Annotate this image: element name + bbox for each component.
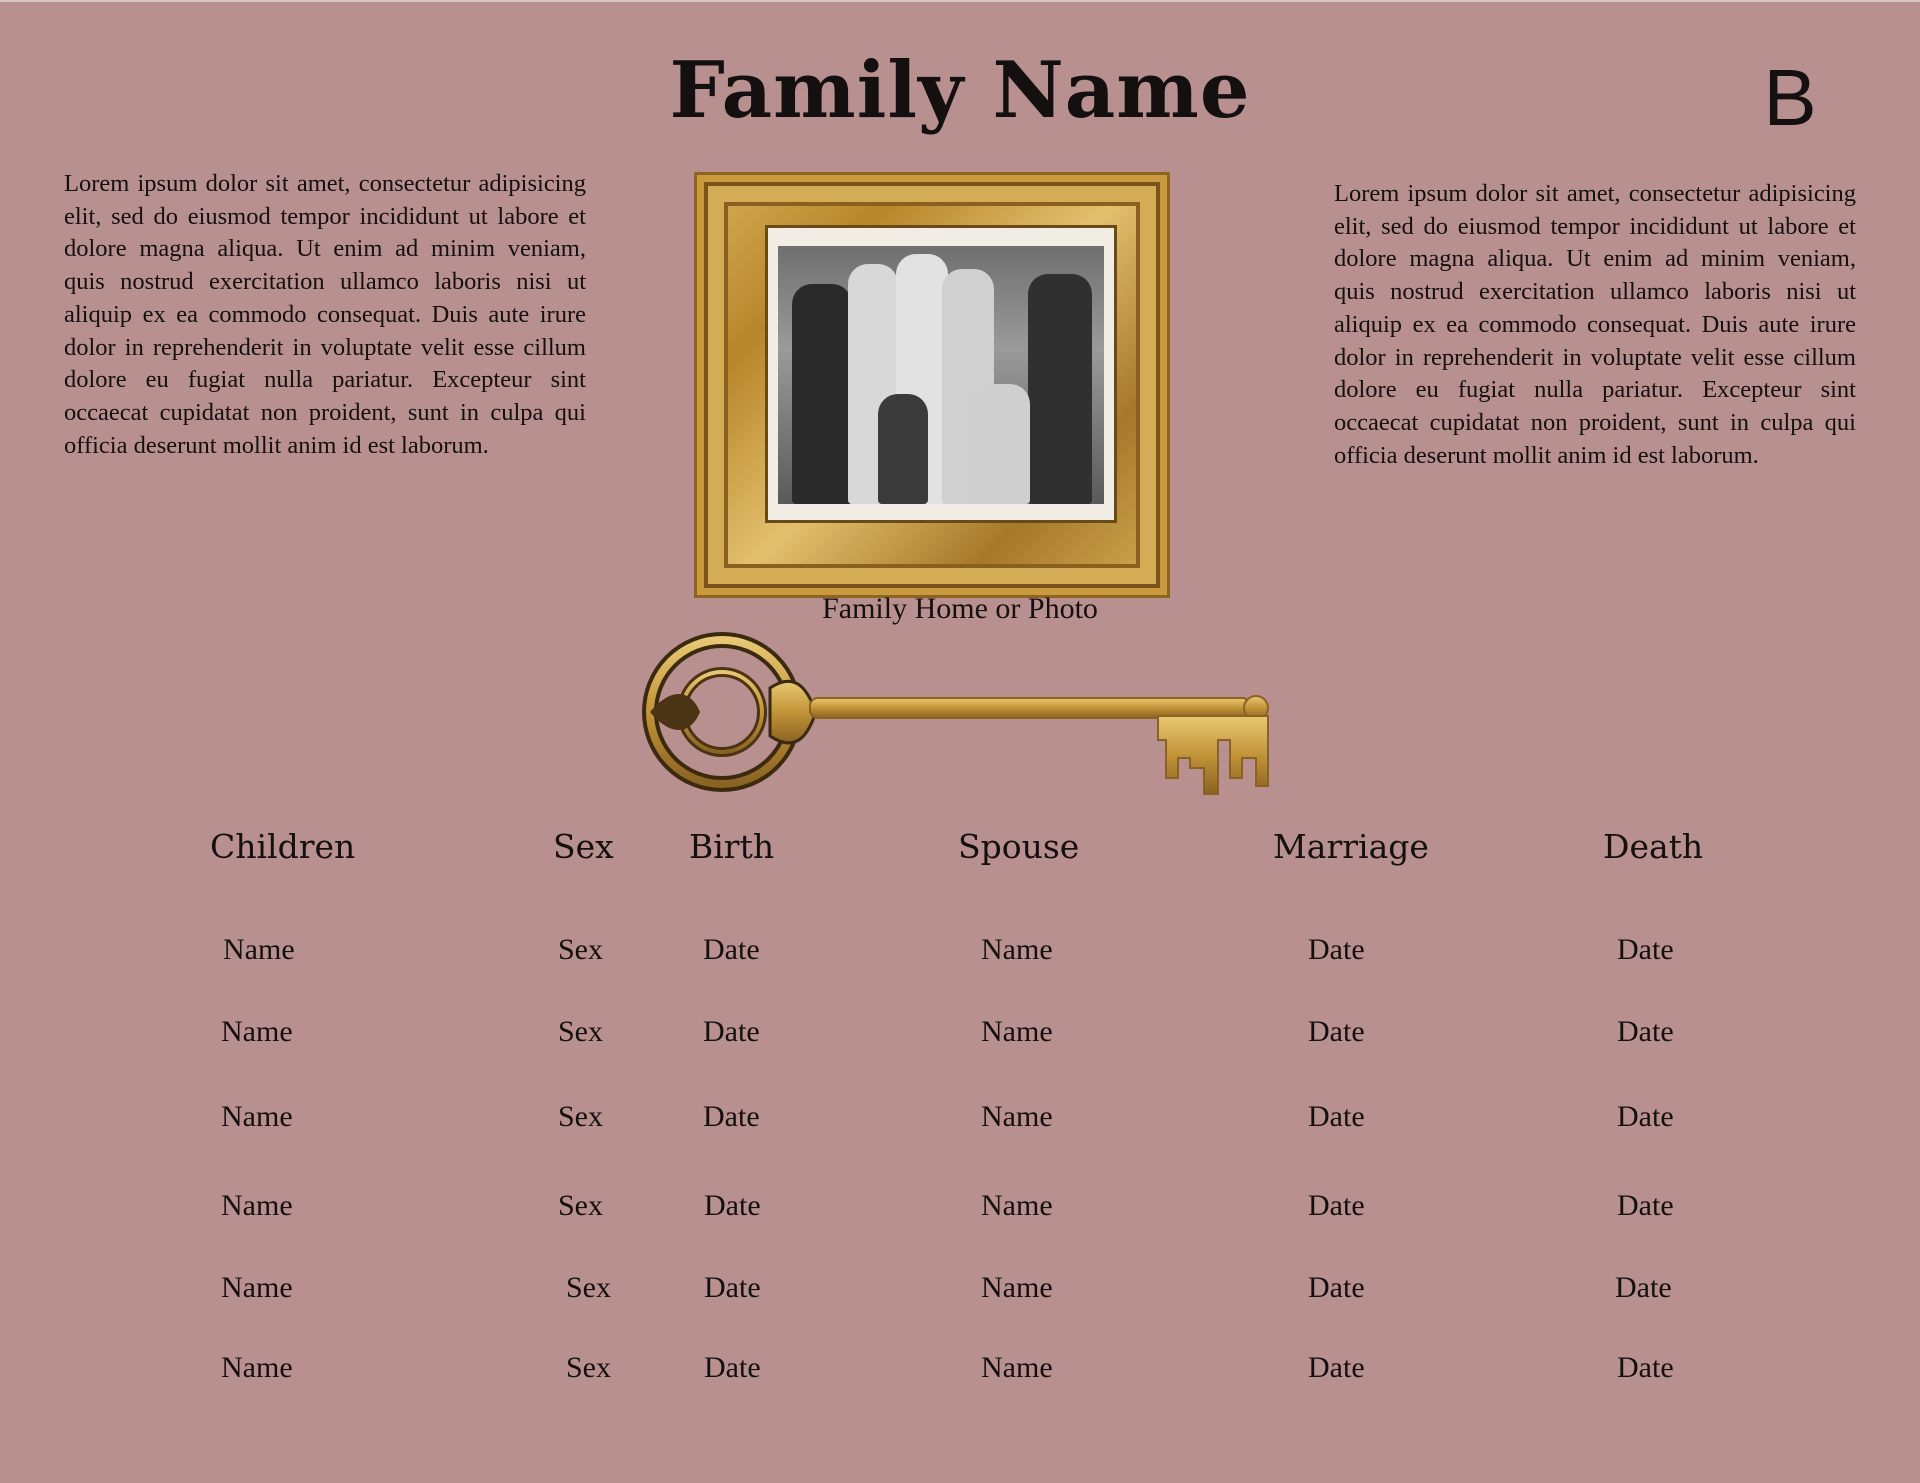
skeleton-key-icon [630, 628, 1306, 798]
marriage-date-cell: Date [1308, 1100, 1365, 1133]
sex-cell: Sex [558, 933, 603, 966]
death-date-cell: Date [1617, 1351, 1674, 1384]
column-header-spouse: Spouse [958, 827, 1080, 866]
spouse-name-cell: Name [981, 933, 1053, 966]
spouse-name-cell: Name [981, 1271, 1053, 1304]
sex-cell: Sex [558, 1015, 603, 1048]
marriage-date-cell: Date [1308, 1015, 1365, 1048]
column-header-death: Death [1603, 827, 1704, 866]
photo-person [792, 284, 852, 504]
birth-date-cell: Date [703, 933, 760, 966]
framed-photo-icon [694, 172, 1170, 598]
top-divider [0, 0, 1920, 2]
spouse-name-cell: Name [981, 1015, 1053, 1048]
spouse-name-cell: Name [981, 1189, 1053, 1222]
child-name-cell: Name [221, 1351, 293, 1384]
child-name-cell: Name [221, 1100, 293, 1133]
photo-image [778, 246, 1104, 504]
birth-date-cell: Date [703, 1100, 760, 1133]
photo-person [968, 384, 1030, 504]
left-description: Lorem ipsum dolor sit amet, consectetur adipisicing elit, sed do eiusmod tempor incididunt ut labore et dolore magna aliqua. Ut enim ad minim veniam, quis nostrud exercitation ullamco laboris nisi ut aliquip ex ea commodo consequat. Duis aute irure dolor in reprehenderit in voluptate velit esse cillum dolore eu fugiat nulla pariatur. Excepteur sint occaecat cupidatat non proident, sunt in culpa qui officia deserunt mollit anim id est laborum. [64, 170, 586, 459]
sex-cell: Sex [566, 1271, 611, 1304]
death-date-cell: Date [1617, 1015, 1674, 1048]
death-date-cell: Date [1617, 933, 1674, 966]
birth-date-cell: Date [704, 1189, 761, 1222]
birth-date-cell: Date [704, 1351, 761, 1384]
right-description: Lorem ipsum dolor sit amet, consectetur adipisicing elit, sed do eiusmod tempor incididunt ut labore et dolore magna aliqua. Ut enim ad minim veniam, quis nostrud exercitation ullamco laboris nisi ut aliquip ex ea commodo consequat. Duis aute irure dolor in reprehenderit in voluptate velit esse cillum dolore eu fugiat nulla pariatur. Excepteur sint occaecat cupidatat non proident, sunt in culpa qui officia deserunt mollit anim id est laborum. [1334, 180, 1856, 469]
marriage-date-cell: Date [1308, 1351, 1365, 1384]
marriage-date-cell: Date [1308, 1189, 1365, 1222]
spouse-name-cell: Name [981, 1100, 1053, 1133]
column-header-birth: Birth [689, 827, 775, 866]
child-name-cell: Name [221, 1189, 293, 1222]
photo-person [878, 394, 928, 504]
death-date-cell: Date [1617, 1189, 1674, 1222]
child-name-cell: Name [223, 933, 295, 966]
sex-cell: Sex [566, 1351, 611, 1384]
child-name-cell: Name [221, 1015, 293, 1048]
marriage-date-cell: Date [1308, 933, 1365, 966]
page-title: Family Name [669, 45, 1251, 136]
spouse-name-cell: Name [981, 1351, 1053, 1384]
column-header-marriage: Marriage [1273, 827, 1429, 866]
photo-caption: Family Home or Photo [822, 592, 1098, 625]
birth-date-cell: Date [703, 1015, 760, 1048]
death-date-cell: Date [1617, 1100, 1674, 1133]
child-name-cell: Name [221, 1271, 293, 1304]
death-date-cell: Date [1615, 1271, 1672, 1304]
photo-person [1028, 274, 1092, 504]
column-header-children: Children [210, 827, 356, 866]
column-header-sex: Sex [553, 827, 614, 866]
sex-cell: Sex [558, 1189, 603, 1222]
index-letter: B [1763, 53, 1817, 142]
marriage-date-cell: Date [1308, 1271, 1365, 1304]
family-photo [768, 228, 1114, 520]
sex-cell: Sex [558, 1100, 603, 1133]
birth-date-cell: Date [704, 1271, 761, 1304]
